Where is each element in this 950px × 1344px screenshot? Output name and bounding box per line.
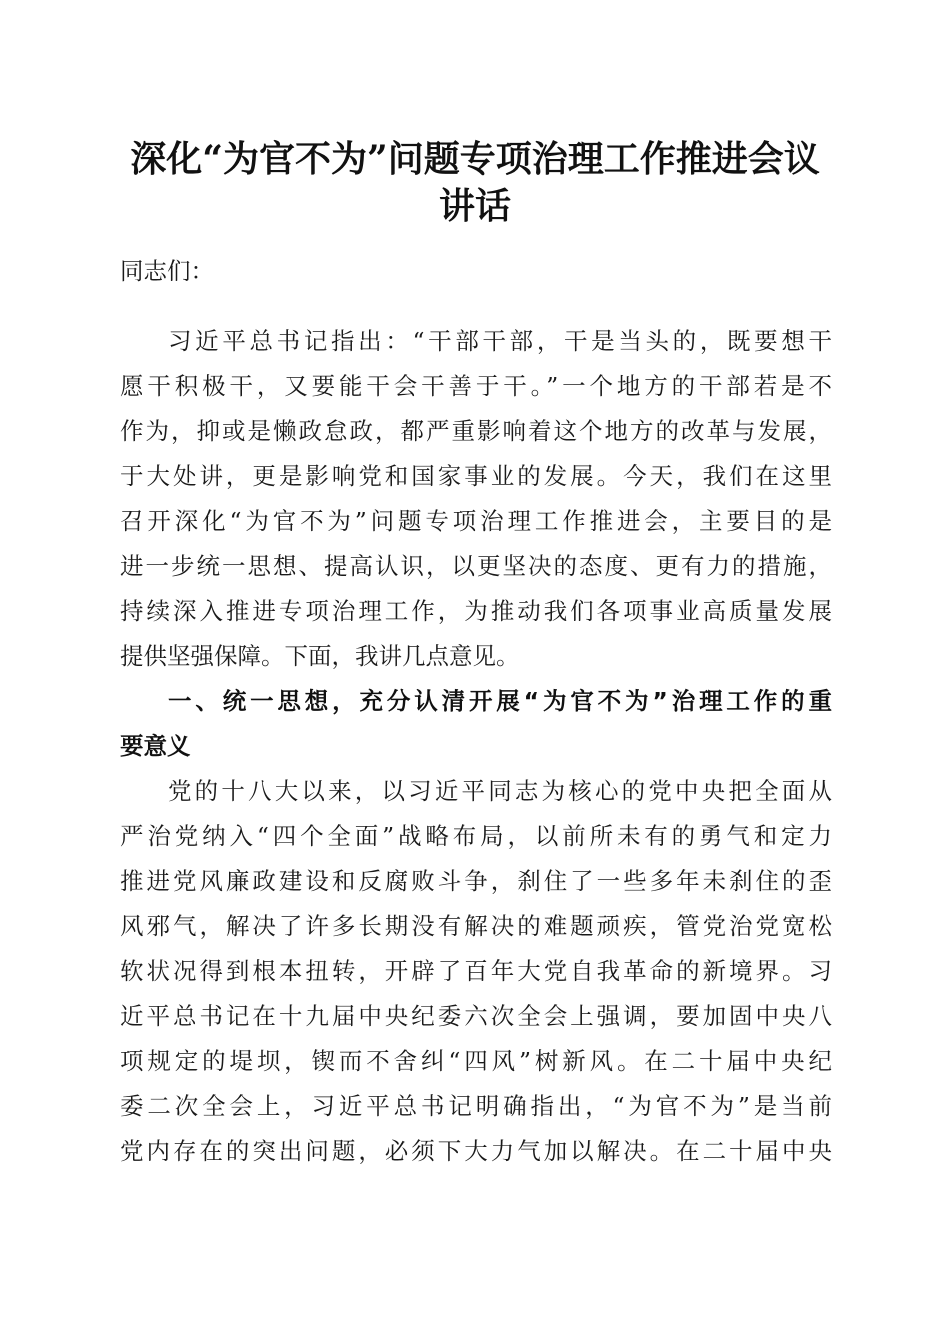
paragraph-line: 进一步统一思想、提高认识，以更坚决的态度、更有力的措施，: [120, 552, 832, 580]
paragraph-line: 持续深入推进专项治理工作，为推动我们各项事业高质量发展: [120, 597, 832, 625]
paragraph-line: 近平总书记在十九届中央纪委六次全会上强调，要加固中央八: [120, 1002, 832, 1030]
section-heading-line: 一、统一思想，充分认清开展“为官不为”治理工作的重: [168, 687, 832, 715]
paragraph-line: 召开深化“为官不为”问题专项治理工作推进会，主要目的是: [120, 507, 832, 535]
paragraph-line: 提供坚强保障。下面，我讲几点意见。: [120, 642, 520, 670]
section-heading-line: 要意义: [120, 732, 191, 760]
paragraph-line: 风邪气，解决了许多长期没有解决的难题顽疾，管党治党宽松: [120, 912, 832, 940]
paragraph-line: 项规定的堤坝，锲而不舍纠“四风”树新风。在二十届中央纪: [120, 1047, 832, 1075]
paragraph-line: 委二次全会上，习近平总书记明确指出，“为官不为”是当前: [120, 1092, 832, 1120]
paragraph-line: 软状况得到根本扭转，开辟了百年大党自我革命的新境界。习: [120, 957, 832, 985]
paragraph-line: 于大处讲，更是影响党和国家事业的发展。今天，我们在这里: [120, 462, 832, 490]
paragraph-line: 愿干积极干，又要能干会干善于干。”一个地方的干部若是不: [120, 372, 832, 400]
salutation: 同志们：: [120, 257, 214, 285]
paragraph-line: 推进党风廉政建设和反腐败斗争，刹住了一些多年未刹住的歪: [120, 867, 832, 895]
document-title-line-1: 深化“为官不为”问题专项治理工作推进会议: [130, 138, 820, 180]
paragraph-line: 作为，抑或是懒政怠政，都严重影响着这个地方的改革与发展，: [120, 417, 832, 445]
paragraph-line: 党的十八大以来，以习近平同志为核心的党中央把全面从: [168, 777, 832, 805]
paragraph-line: 习近平总书记指出：“干部干部，干是当头的，既要想干: [168, 327, 832, 355]
document-title-line-2: 讲话: [438, 185, 511, 227]
paragraph-line: 严治党纳入“四个全面”战略布局，以前所未有的勇气和定力: [120, 822, 832, 850]
paragraph-line: 党内存在的突出问题，必须下大力气加以解决。在二十届中央: [120, 1137, 832, 1165]
